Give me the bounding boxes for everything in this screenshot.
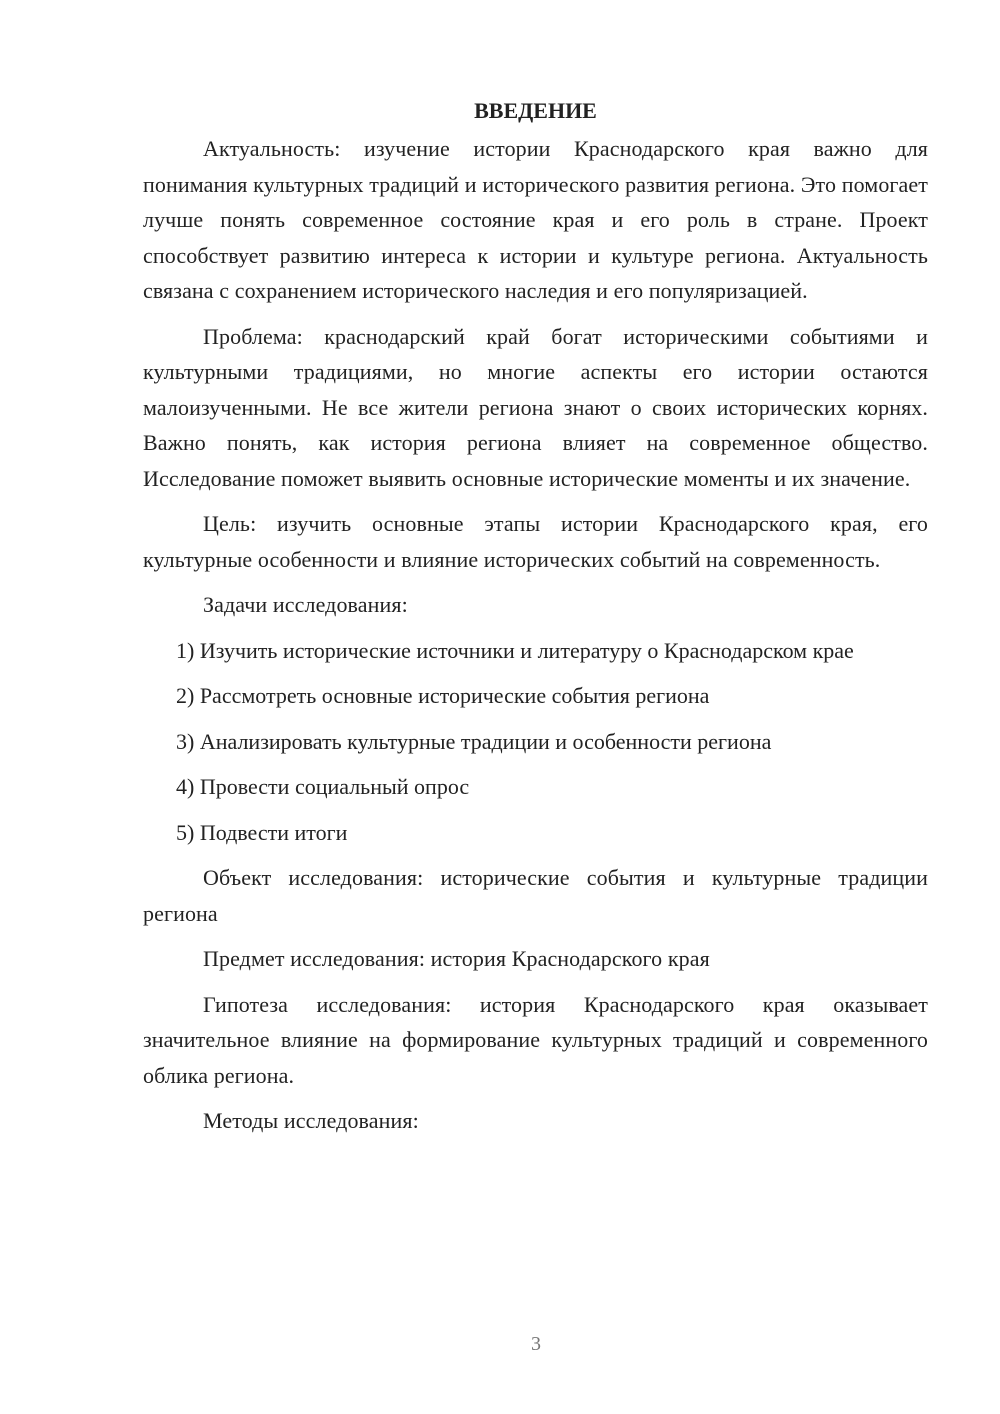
object-paragraph: Объект исследования: исторические события и культурные традиции региона — [143, 865, 928, 926]
tasks-list — [143, 633, 928, 851]
list-item: 2) Рассмотреть основные исторические события региона — [176, 683, 710, 708]
tasks-heading: Задачи исследования: — [203, 592, 408, 617]
problem-paragraph: Проблема: краснодарский край богат историческими событиями и культурными традициями, но многие аспекты его истории остаются малоизученными. Не все жители региона знают о своих исторических корнях. Важно понять, как история региона влияет на современное общество. Исследование поможет выявить основные исторические моменты и их значение. — [143, 323, 928, 491]
hypothesis-paragraph: Гипотеза исследования: история Краснодарского края оказывает значительное влияние на формирование культурных традиций и современного облика региона. — [143, 991, 928, 1088]
list-item: 3) Анализировать культурные традиции и особенности региона — [176, 728, 772, 754]
list-item: 1) Изучить исторические источники и литературу о Краснодарском крае — [176, 637, 854, 663]
methods-heading: Методы исследования: — [203, 1108, 419, 1133]
list-item: 5) Подвести итоги — [176, 819, 348, 845]
page-number: 3 — [531, 1333, 541, 1355]
goal-paragraph: Цель: изучить основные этапы истории Краснодарского края, его культурные особенности и влияние исторических событий на современность. — [143, 511, 928, 572]
subject-paragraph: Предмет исследования: история Краснодарского края — [203, 946, 710, 971]
list-item: 4) Провести социальный опрос — [176, 774, 470, 799]
section-title: ВВЕДЕНИЕ — [474, 98, 597, 123]
document-page — [143, 93, 928, 1139]
relevance-paragraph: Актуальность: изучение истории Краснодарского края важно для понимания культурных традиций и исторического развития региона. Это помогает лучше понять современное состояние края и его роль в стране. Проект способствует развитию интереса к истории и культуре региона. Актуальность связана с сохранением исторического наследия и его популяризацией. — [143, 136, 928, 303]
